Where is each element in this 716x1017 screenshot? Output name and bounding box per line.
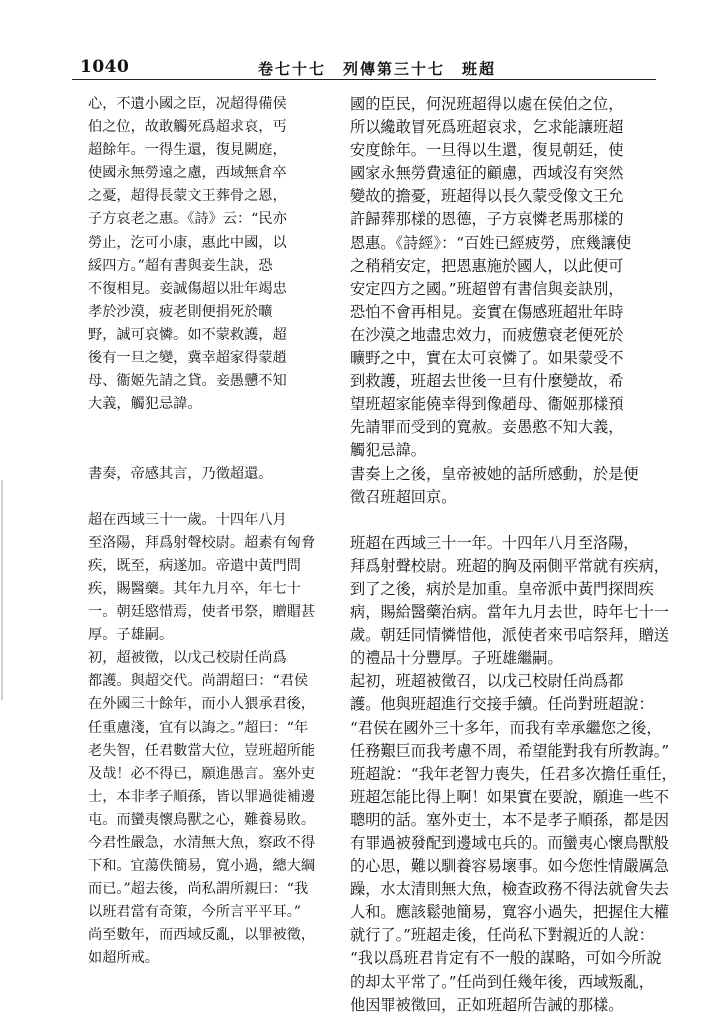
blank-line [88,416,326,439]
original-text-line: 都護。與超交代。尚謂超曰：“君侯 [88,673,309,690]
translation-line: 望班超家能僥幸得到像趙母、衞姬那樣預 [350,395,624,414]
translation-line: 徵召班超回京。 [350,487,457,506]
translation-column [350,93,677,1017]
original-text-line: 在外國三十餘年，而小人猥承君後， [88,696,316,713]
original-text-line: 伯之位，故敢觸死爲超求哀，丐 [88,119,287,136]
translation-line: 之稍稍安定，把恩惠施於國人，以此便可 [350,256,624,275]
translation-line: 安度餘年。一旦得以生還，復見朝廷，使 [350,141,624,160]
translation-line: 的心思，難以馴養容易壞事。如今您性情嚴厲急 [350,857,669,876]
translation-line: 到救護，班超去世後一旦有什麼變故，希 [350,372,624,391]
original-text-line: 母、衞姬先請之貸。妾愚戇不知 [88,373,287,390]
translation-line: 觸犯忌諱。 [350,441,426,460]
translation-line: 到了之後，病於是加重。皇帝派中黃門探問疾 [350,579,654,598]
original-text-line: 書奏，帝感其言，乃徵超還。 [88,465,273,482]
translation-line: 聰明的話。塞外吏士，本不是孝子順孫，都是因 [350,810,669,829]
translation-line: 護。他與班超進行交接手續。任尚對班超說： [350,695,654,714]
original-text-line: 初，超被徵，以戊己校尉任尚爲 [88,650,287,667]
original-text-line: 屯。而蠻夷懷鳥獸之心，難養易敗。 [88,811,316,828]
translation-line: 變故的擔憂，班超得以長久蒙受像文王允 [350,187,624,206]
translation-line: 任務艱巨而我考慮不周，希望能對我有所教誨。” [350,741,670,760]
page-header [0,0,716,86]
running-title: 卷七十七 列傳第三十七 班超 [258,60,497,78]
translation-line: 先請罪而受到的寬赦。妾愚憨不知大義， [350,418,624,437]
original-text-line: 後有一旦之變，冀幸超家得蒙趙 [88,350,287,367]
original-text-line: 如超所戒。 [88,950,159,967]
translation-line: 病，賜給醫藥治病。當年九月去世，時年七十一 [350,603,669,622]
original-text-line: 老失智，任君數當大位，豈班超所能 [88,742,316,759]
translation-line: 的禮品十分豐厚。子班雄繼嗣。 [350,649,563,668]
translation-line: 人和。應該鬆弛簡易，寬容小過失，把握住大權 [350,903,669,922]
translation-line: 在沙漠之地盡忠效力，而疲憊衰老便死於 [350,325,624,344]
original-text-line: 心，不遺小國之臣，况超得備侯 [88,96,287,112]
blank-line [88,486,326,509]
blank-line [350,509,650,532]
original-text-line: 超餘年。一得生還，復見闕庭， [88,142,287,159]
original-text-line: 野，誠可哀憐。如不蒙救護，超 [88,326,287,343]
translation-line: 書奏上之後，皇帝被她的話所感動，於是便 [350,464,639,483]
original-text-line: 子方哀老之惠。《詩》云：“民亦 [88,211,287,228]
translation-line: 班超在西域三十一年。十四年八月至洛陽， [350,533,639,552]
original-text-line: 超在西域三十一歲。十四年八月 [88,511,287,528]
translation-line: “君侯在國外三十多年，而我有幸承繼您之後， [350,718,662,737]
original-text-line: 至洛陽，拜爲射聲校尉。超素有匈脅 [88,534,316,551]
translation-line: “我以爲班君肯定有不一般的謀略，可如今所說 [350,949,662,968]
original-text-line: 孝於沙漠，疲老則便捐死於曠 [88,303,273,320]
translation-line: 躁，水太清則無大魚，檢查政務不得法就會失去 [350,880,669,899]
original-text-line: 大義，觸犯忌諱。 [88,396,202,413]
translation-line: 班超怎能比得上啊！如果實在要說，願進一些不 [350,787,669,806]
original-text-line: 及哉！必不得已，願進愚言。塞外吏 [88,765,316,782]
translation-line: 恐怕不會再相見。妾實在傷感班超壯年時 [350,302,624,321]
original-text-line: 不復相見。妾誠傷超以壯年竭忠 [88,280,287,297]
translation-line: 班超說：“我年老智力喪失，任君多次擔任重任， [350,764,677,783]
original-text-line: 士，本非孝子順孫，皆以罪過徙補邊 [88,788,316,805]
translation-line: 的却太平常了。”任尚到任幾年後，西域叛亂， [350,972,654,991]
original-text-line: 一。朝廷愍惜焉，使者弔祭，贈賵甚 [88,604,316,621]
original-text-line: 厚。子雄嗣。 [88,627,174,644]
translation-line: 他因罪被徵回，正如班超所告誡的那樣。 [350,995,624,1014]
original-text-line: 疾，既至，病遂加。帝遣中黃門問 [88,557,301,574]
translation-line: 歲。朝廷同情憐惜他，派使者來弔唁祭拜，贈送 [350,626,669,645]
original-text-line: 之憂，超得長蒙文王葬骨之恩， [88,188,287,205]
original-text-line: 下和。宜蕩佚簡易，寬小過，總大綱 [88,858,316,875]
translation-line: 所以纔敢冒死爲班超哀求，乞求能讓班超 [350,118,624,137]
translation-line: 國的臣民，何況班超得以處在侯伯之位， [350,95,624,113]
original-text-line: 疾，賜醫藥。其年九月卒，年七十 [88,580,301,597]
translation-line: 許歸葬那樣的恩德，子方哀憐老馬那樣的 [350,210,624,229]
original-text-line: 綏四方。”超有書與妾生訣，恐 [88,257,273,274]
translation-line: 恩惠。《詩經》：“百姓已經疲勞，庶幾讓使 [350,233,632,252]
original-text-line: 勞止，汔可小康，惠此中國，以 [88,234,287,251]
original-text-line: 任重慮淺，宜有以誨之。”超曰：“年 [88,719,309,736]
header-rule [72,79,656,80]
original-text-line: 而已。”超去後，尚私謂所親曰：“我 [88,881,309,898]
original-text-line: 尚至數年，而西域反亂，以罪被徵， [88,927,316,944]
translation-line: 就行了。”班超走後，任尚私下對親近的人說： [350,926,654,945]
translation-line: 拜爲射聲校尉。班超的胸及兩側平常就有疾病， [350,556,669,575]
page-number: 1040 [80,57,130,77]
blank-line [88,439,326,462]
original-text-line: 使國永無勞遠之慮，西域無倉卒 [88,165,287,182]
original-text-line: 以班君當有奇策，今所言平平耳。” [88,904,301,921]
original-text-column [88,93,326,971]
scan-edge-mark [1,480,3,700]
translation-line: 安定四方之國。”班超曾有書信與妾訣別， [350,279,624,298]
original-text-line: 今君性嚴急，水清無大魚，察政不得 [88,835,316,851]
translation-line: 起初，班超被徵召，以戊己校尉任尚爲都 [350,672,624,691]
translation-line: 曠野之中，實在太可哀憐了。如果蒙受不 [350,349,624,368]
translation-line: 有罪過被發配到邊域屯兵的。而蠻夷心懷鳥獸般 [350,834,669,852]
translation-line: 國家永無勞費遠征的顧慮，西域沒有突然 [350,164,624,183]
